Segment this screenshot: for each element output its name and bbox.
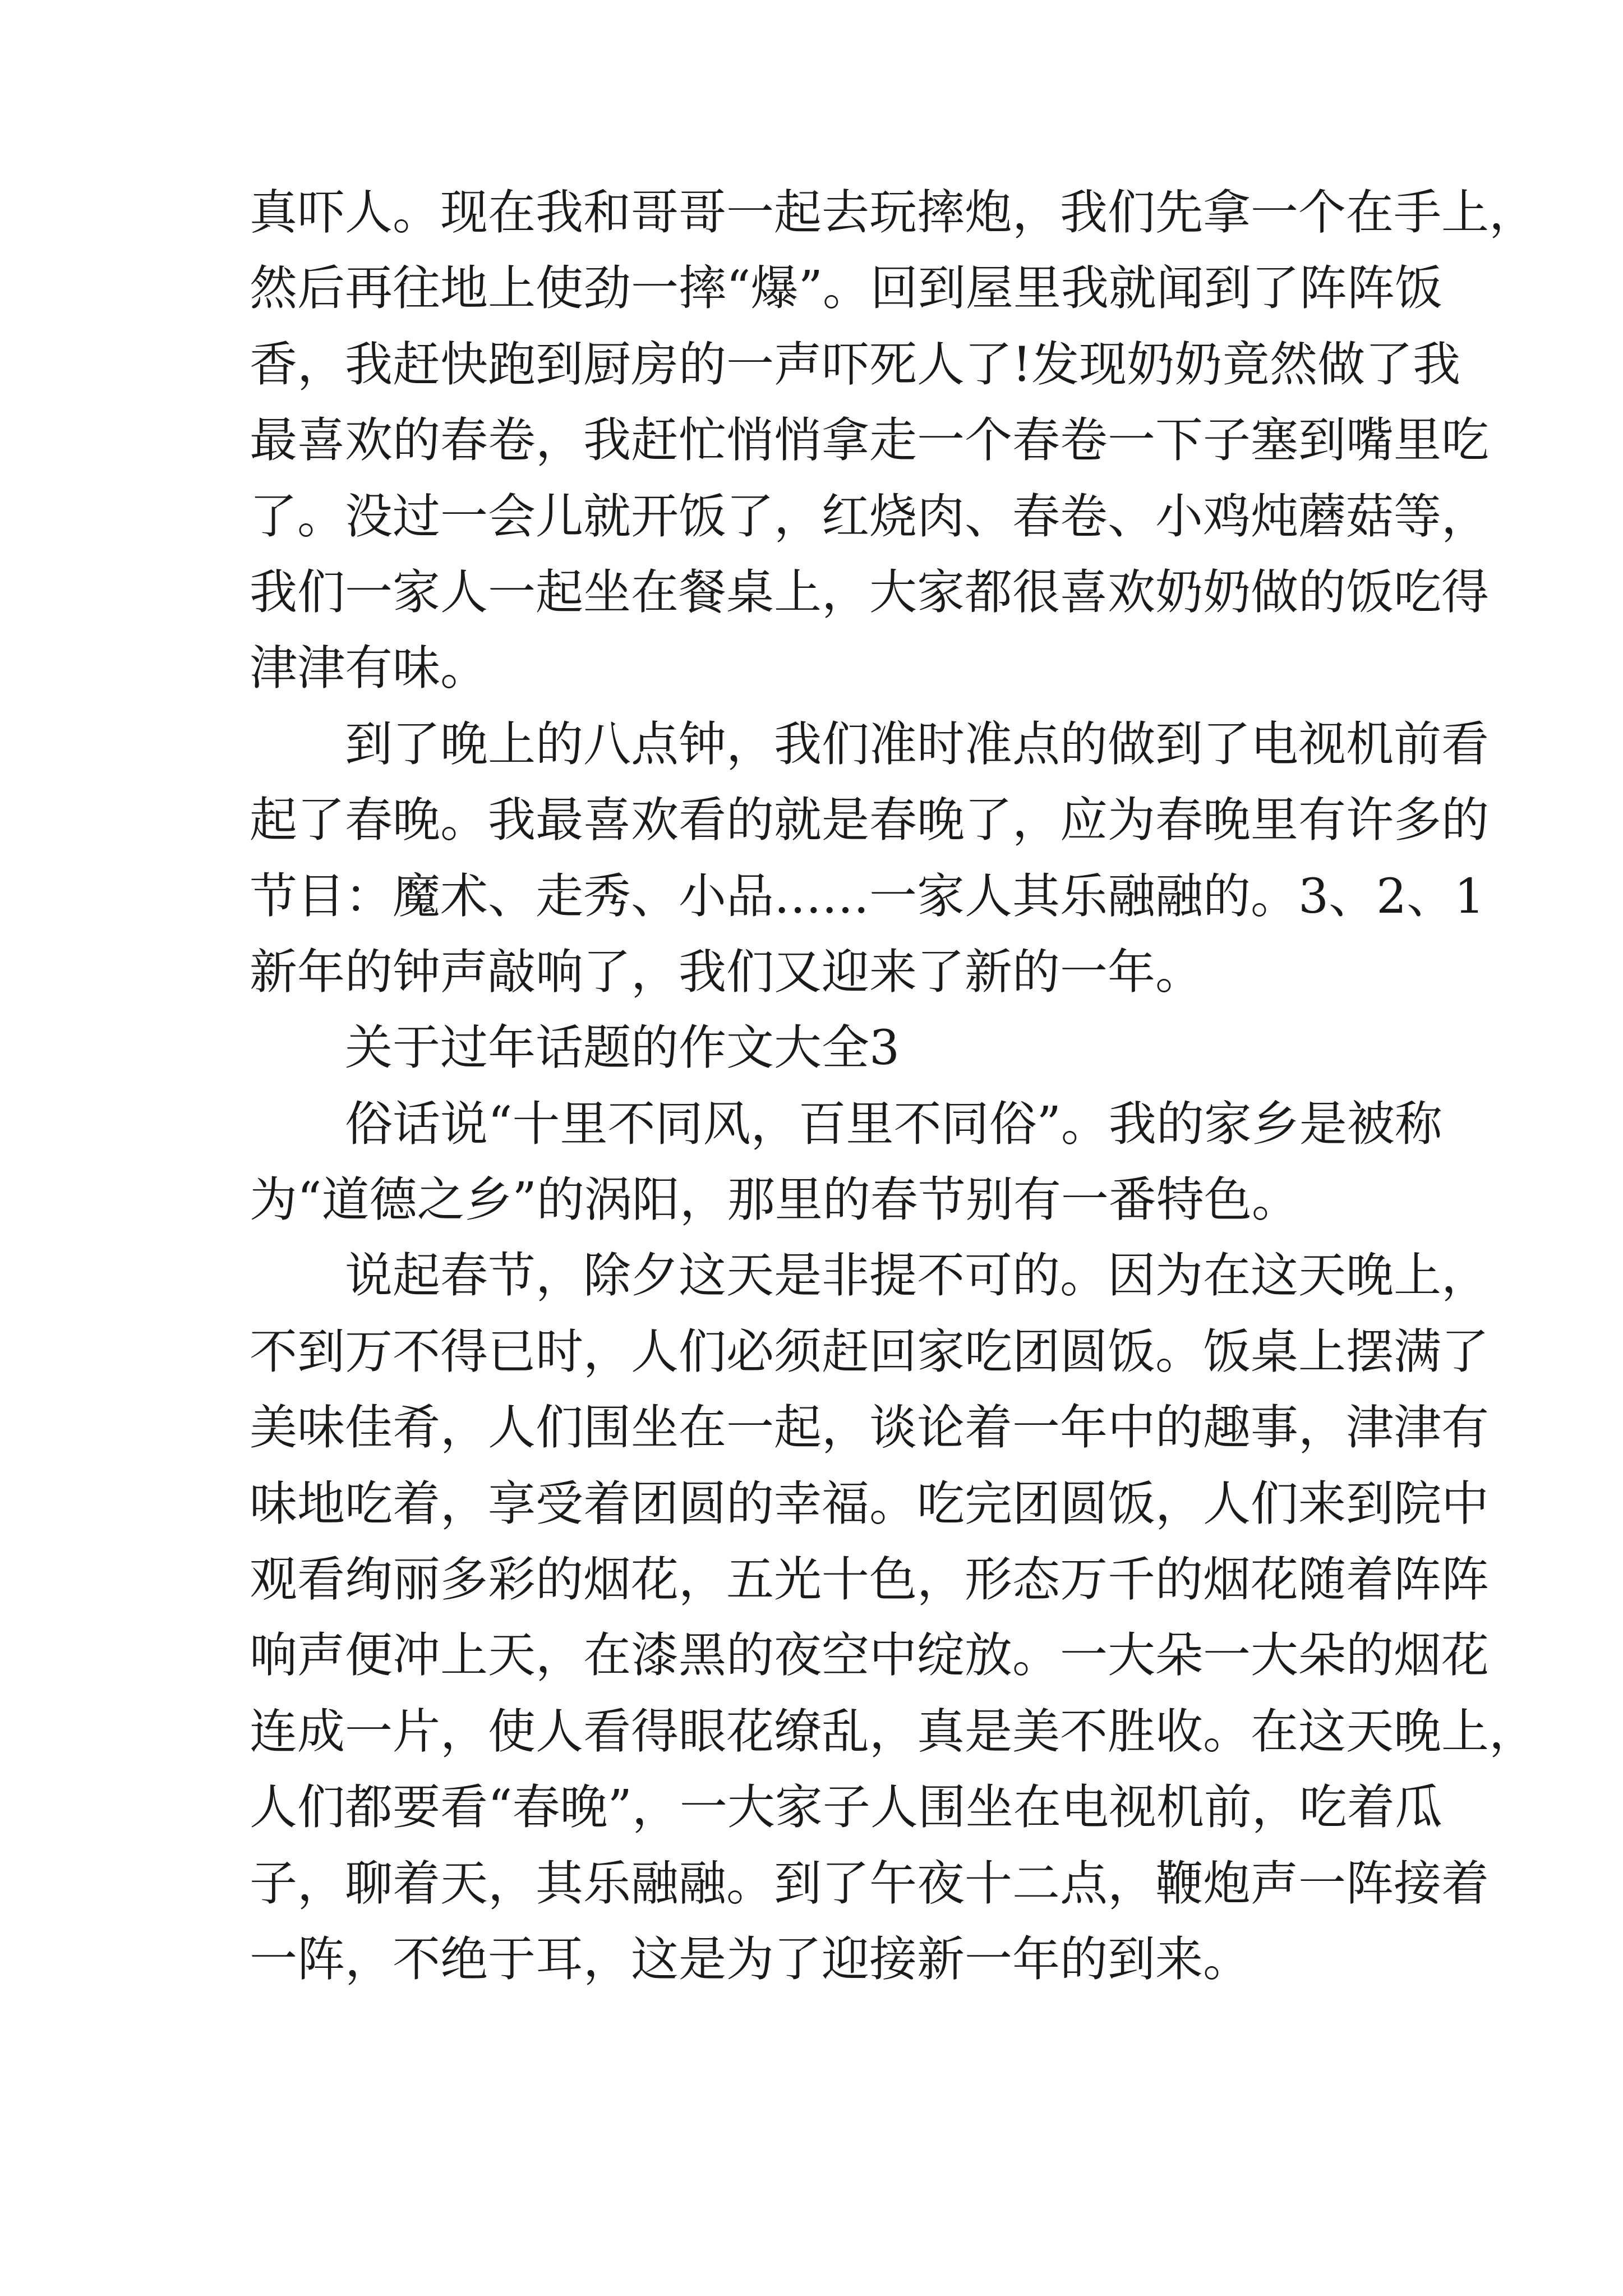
text-line: 味地吃着，享受着团圆的幸福。吃完团圆饭，人们来到院中 <box>250 1476 1490 1532</box>
text-line: 我们一家人一起坐在餐桌上，大家都很喜欢奶奶做的饭吃得 <box>250 564 1490 620</box>
section-heading: 关于过年话题的作文大全3 <box>345 1020 900 1076</box>
text-line: 说起春节，除夕这天是非提不可的。因为在这天晚上， <box>345 1248 1490 1304</box>
text-line: 了。没过一会儿就开饭了，红烧肉、春卷、小鸡炖蘑菇等， <box>250 489 1490 545</box>
text-line: 然后再往地上使劲一摔“爆”。回到屋里我就闻到了阵阵饭 <box>250 261 1442 317</box>
text-line: 津津有味。 <box>250 641 488 697</box>
document-body <box>250 185 1537 2008</box>
text-line: 人们都要看“春晚”，一大家子人围坐在电视机前，吃着瓜 <box>250 1780 1442 1836</box>
text-line: 到了晚上的八点钟，我们准时准点的做到了电视机前看 <box>345 716 1490 772</box>
text-line: 新年的钟声敲响了，我们又迎来了新的一年。 <box>250 944 1204 1000</box>
text-line: 最喜欢的春卷，我赶忙悄悄拿走一个春卷一下子塞到嘴里吃 <box>250 413 1490 469</box>
text-line: 观看绚丽多彩的烟花，五光十色，形态万千的烟花随着阵阵 <box>250 1552 1490 1608</box>
text-line: 不到万不得已时，人们必须赶回家吃团圆饭。饭桌上摆满了 <box>250 1324 1490 1380</box>
text-line: 为“道德之乡”的涡阳，那里的春节别有一番特色。 <box>250 1172 1299 1228</box>
text-line: 一阵，不绝于耳，这是为了迎接新一年的到来。 <box>250 1931 1251 1987</box>
text-line: 美味佳肴，人们围坐在一起，谈论着一年中的趣事，津津有 <box>250 1400 1490 1456</box>
text-line: 响声便冲上天，在漆黑的夜空中绽放。一大朵一大朵的烟花 <box>250 1628 1490 1684</box>
text-line: 连成一片，使人看得眼花缭乱，真是美不胜收。在这天晚上， <box>250 1704 1537 1760</box>
text-line: 俗话说“十里不同风，百里不同俗”。我的家乡是被称 <box>345 1096 1442 1152</box>
text-line: 真吓人。现在我和哥哥一起去玩摔炮，我们先拿一个在手上， <box>250 185 1537 241</box>
text-line: 节目：魔术、走秀、小品……一家人其乐融融的。3、2、1 <box>250 868 1485 924</box>
text-line: 起了春晚。我最喜欢看的就是春晚了，应为春晚里有许多的 <box>250 793 1490 849</box>
text-line: 子，聊着天，其乐融融。到了午夜十二点，鞭炮声一阵接着 <box>250 1856 1490 1912</box>
text-line: 香，我赶快跑到厨房的一声吓死人了!发现奶奶竟然做了我 <box>250 337 1461 393</box>
